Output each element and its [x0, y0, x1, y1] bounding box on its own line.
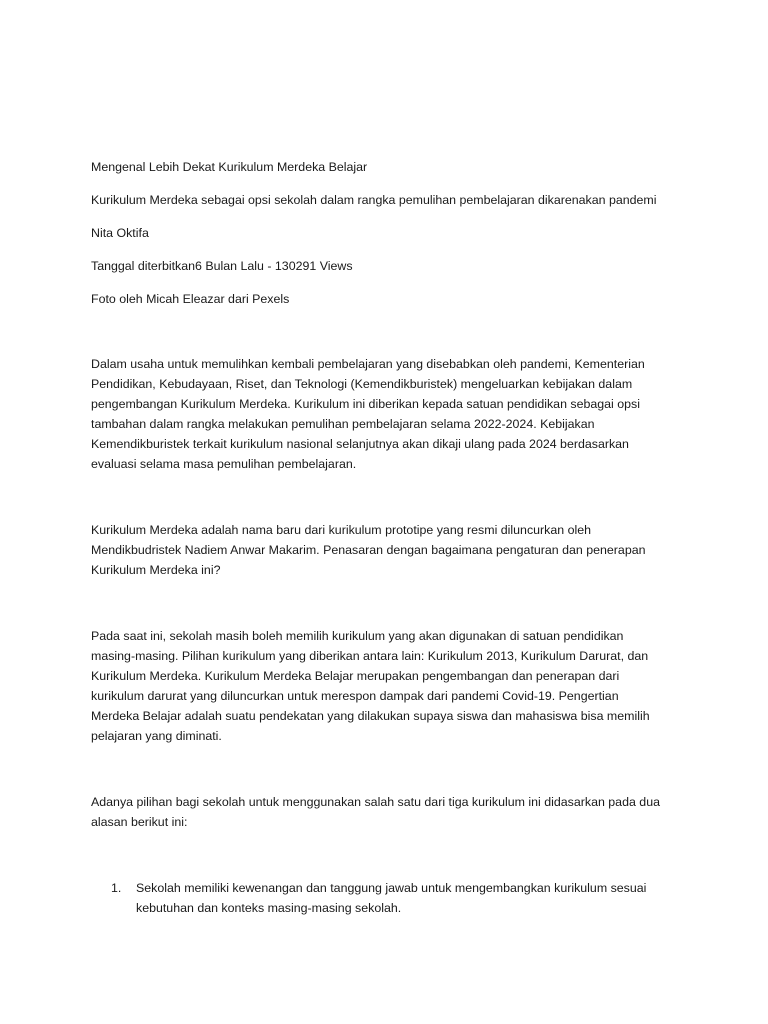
paragraph-line: alasan berikut ini:	[91, 815, 188, 829]
list-item	[91, 878, 681, 918]
paragraph-line: Kurikulum Merdeka adalah nama baru dari kurikulum prototipe yang resmi diluncurkan oleh	[91, 523, 592, 537]
paragraph-line: Dalam usaha untuk memulihkan kembali pembelajaran yang disebabkan oleh pandemi, Kementerian	[91, 357, 645, 371]
paragraph-line: Merdeka Belajar adalah suatu pendekatan yang dilakukan supaya siswa dan mahasiswa bisa memilih	[91, 709, 650, 723]
paragraph-line: Kurikulum Merdeka. Kurikulum Merdeka Belajar merupakan pengembangan dan penerapan dari	[91, 669, 620, 683]
document-subtitle: Kurikulum Merdeka sebagai opsi sekolah dalam rangka pemulihan pembelajaran dikarenakan pandemi	[91, 193, 657, 207]
spacer	[91, 309, 681, 354]
list-number: 1.	[111, 881, 122, 895]
paragraph-line: Pendidikan, Kebudayaan, Riset, dan Teknologi (Kemendikburistek) mengeluarkan kebijakan dalam	[91, 377, 633, 391]
spacer	[91, 832, 681, 878]
paragraph	[91, 354, 669, 474]
paragraph-line: Kurikulum Merdeka ini?	[91, 563, 221, 577]
publish-info: Tanggal diterbitkan6 Bulan Lalu - 130291 Views	[91, 259, 353, 273]
document-body	[91, 157, 681, 918]
paragraph-line: tambahan dalam rangka melakukan pemulihan pembelajaran selama 2022-2024. Kebijakan	[91, 417, 595, 431]
reason-list	[91, 878, 681, 918]
paragraph-line: evaluasi selama masa pemulihan pembelajaran.	[91, 457, 357, 471]
paragraph-line: Kemendikburistek terkait kurikulum nasional selanjutnya akan dikaji ulang pada 2024 berdasarkan	[91, 437, 629, 451]
paragraph-line: pelajaran yang diminati.	[91, 729, 222, 743]
spacer	[91, 474, 681, 520]
list-line: Sekolah memiliki kewenangan dan tanggung jawab untuk mengembangkan kurikulum sesuai	[136, 881, 647, 895]
list-text	[136, 878, 681, 918]
author-name: Nita Oktifa	[91, 226, 149, 240]
photo-credit: Foto oleh Micah Eleazar dari Pexels	[91, 292, 290, 306]
document-title: Mengenal Lebih Dekat Kurikulum Merdeka Belajar	[91, 160, 368, 174]
spacer	[91, 746, 681, 792]
paragraph	[91, 520, 669, 580]
paragraph-line: Mendikbudristek Nadiem Anwar Makarim. Penasaran dengan bagaimana pengaturan dan penerapan	[91, 543, 646, 557]
spacer	[91, 580, 681, 626]
paragraph	[91, 792, 669, 832]
paragraph	[91, 626, 669, 746]
paragraph-line: Pada saat ini, sekolah masih boleh memilih kurikulum yang akan digunakan di satuan pendidikan	[91, 629, 624, 643]
paragraph-line: kurikulum darurat yang diluncurkan untuk merespon dampak dari pandemi Covid-19. Pengertian	[91, 689, 619, 703]
paragraph-line: Adanya pilihan bagi sekolah untuk menggunakan salah satu dari tiga kurikulum ini didasarkan pada dua	[91, 795, 660, 809]
paragraph-line: masing-masing. Pilihan kurikulum yang diberikan antara lain: Kurikulum 2013, Kurikulum Darurat, dan	[91, 649, 649, 663]
list-line: kebutuhan dan konteks masing-masing sekolah.	[136, 901, 402, 915]
paragraph-line: pengembangan Kurikulum Merdeka. Kurikulum ini diberikan kepada satuan pendidikan sebagai opsi	[91, 397, 640, 411]
